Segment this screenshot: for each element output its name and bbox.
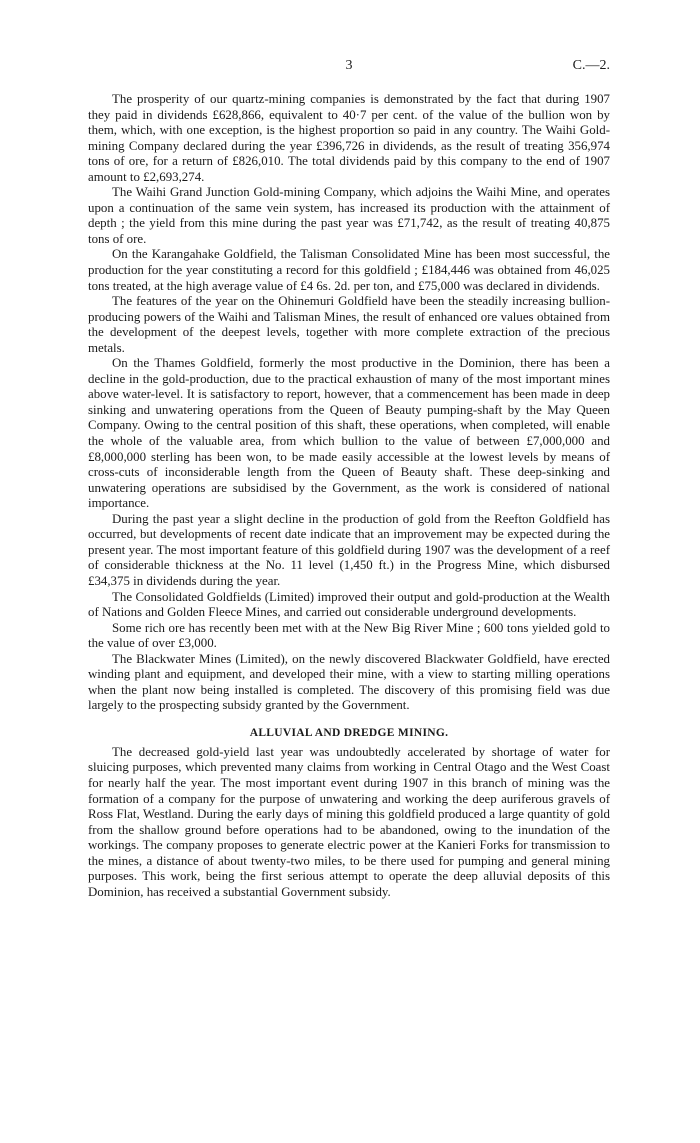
paragraph-ohinemuri: The features of the year on the Ohinemuri Goldfield have been the steadily increasing bullion-producing powers of the Waihi and Talisman Mines, the result of enhanced ore values obtained from the development of the deepest levels, together with more complete extraction of the precious metals.: [88, 294, 610, 355]
paragraph-thames: On the Thames Goldfield, formerly the most productive in the Dominion, there has been a decline in the gold-production, due to the practical exhaustion of many of the most important mines above water-level. It is satisfactory to report, however, that a commencement has been made in deep sinking and unwatering operations from the Queen of Beauty pumping-shaft by the May Queen Company. Owing to the central position of this shaft, these operations, when completed, will enable the whole of the valuable area, from which bullion to the value of between £7,000,000 and £8,000,000 sterling has been won, to be made easily accessible at the lowest levels by means of cross-cuts of inconsiderable length from the Queen of Beauty shaft. These deep-sinking and unwatering operations are subsidised by the Government, as the work is considered of national importance.: [88, 356, 610, 511]
document-page: [88, 58, 610, 900]
paragraph-alluvial-dredge: The decreased gold-yield last year was undoubtedly accelerated by shortage of water for sluicing purposes, which prevented many claims from working in Central Otago and the West Coast for nearly half the year. The most important event during 1907 in this branch of mining was the formation of a company for the purpose of unwatering and working the deep auriferous gravels of Ross Flat, Westland. During the early days of mining this goldfield produced a large quantity of gold from the shallow ground before operations had to be abandoned, owing to the inundation of the workings. The company proposes to generate electric power at the Kanieri Forks for transmission to the mines, a distance of about twenty-two miles, to be there used for pumping and general mining purposes. This work, being the first serious attempt to operate the deep alluvial deposits of this Dominion, has received a substantial Government subsidy.: [88, 744, 610, 899]
document-reference: C.—2.: [572, 58, 610, 73]
paragraph-reefton: During the past year a slight decline in the production of gold from the Reefton Goldfield has occurred, but developments of recent date indicate that an improvement may be expected during the present year. The most important feature of this goldfield during 1907 was the development of a reef of considerable thickness at the No. 11 level (1,450 ft.) in the Progress Mine, which disbursed £34,375 in dividends during the year.: [88, 511, 610, 588]
paragraph-quartz-dividends: The prosperity of our quartz-mining companies is demonstrated by the fact that during 1907 they paid in dividends £628,866, equivalent to 40·7 per cent. of the value of the bullion won by them, which, with one exception, is the highest proportion so paid in any country. The Waihi Gold-mining Company declared during the year £396,726 in dividends, as the result of treating 356,974 tons of ore, for a return of £826,010. The total dividends paid by this company to the end of 1907 amount to £2,693,274.: [88, 92, 610, 184]
paragraph-blackwater: The Blackwater Mines (Limited), on the newly discovered Blackwater Goldfield, have erected winding plant and equipment, and developed their mine, with a view to starting milling operations when the plant now being installed is completed. The discovery of this promising field was due largely to the prospecting subsidy granted by the Government.: [88, 651, 610, 713]
page-header: [88, 58, 610, 78]
paragraph-consolidated-goldfields: The Consolidated Goldfields (Limited) improved their output and gold-production at the Wealth of Nations and Golden Fleece Mines, and carried out considerable underground developments.: [88, 589, 610, 620]
paragraph-new-big-river: Some rich ore has recently been met with at the New Big River Mine ; 600 tons yielded gold to the value of over £3,000.: [88, 620, 610, 651]
paragraph-waihi-grand-junction: The Waihi Grand Junction Gold-mining Company, which adjoins the Waihi Mine, and operates upon a continuation of the same vein system, has increased its production with the attainment of depth ; the yield from this mine during the past year was £71,742, as the result of treating 40,875 tons of ore.: [88, 185, 610, 246]
paragraph-karangahake: On the Karangahake Goldfield, the Talisman Consolidated Mine has been most successful, the production for the year constituting a record for this goldfield ; £184,446 was obtained from 46,025 tons treated, at the high average value of £4 6s. 2d. per ton, and £75,000 was declared in dividends.: [88, 247, 610, 293]
page-number: 3: [345, 58, 353, 73]
section-heading-alluvial: ALLUVIAL AND DREDGE MINING.: [249, 726, 449, 739]
